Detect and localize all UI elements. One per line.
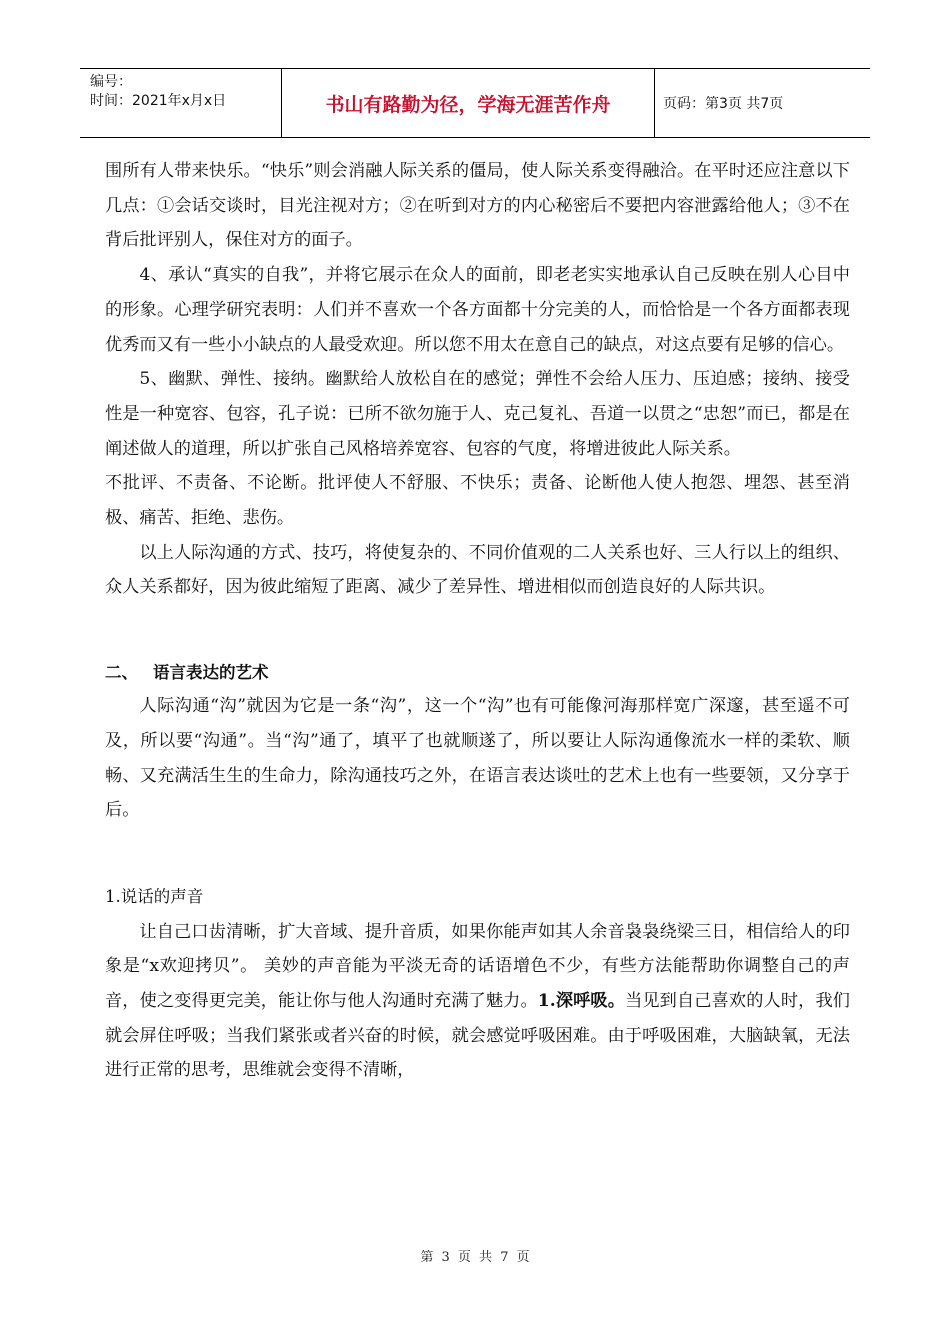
paragraph: 围所有人带来快乐。“快乐”则会消融人际关系的僵局，使人际关系变得融洽。在平时还应注意以下几点：①会话交谈时，目光注视对方；②在听到对方的内心秘密后不要把内容泄露给他人；③不在背后批评别人，保住对方的面子。 (105, 161, 850, 251)
header-page-code: 页码：第3页 共7页 (663, 96, 784, 112)
paragraph-text: 让自己口齿清晰，扩大音域、提升音质，如果你能声如其人余音袅袅绕梁三日，相信给人的印象是“x欢迎拷贝”。 美妙的声音能为平淡无奇的话语增色不少，有些方法能帮助你调整自己的声音，使之变得更完美，能让你与他人沟通时充满了魅力。 (105, 921, 850, 1012)
paragraph (105, 915, 850, 1089)
paragraph-text: 当见到自己喜欢的人时，我们就会屏住呼吸；当我们紧张或者兴奋的时候，就会感觉呼吸困难。由于呼吸困难，大脑缺氧，无法进行正常的思考，思维就会变得不清晰， (105, 991, 850, 1081)
header-table (80, 68, 870, 138)
subsection-heading: 1.说话的声音 (105, 886, 204, 906)
paragraph: 5、幽默、弹性、接纳。幽默给人放松自在的感觉；弹性不会给人压力、压迫感；接纳、接受性是一种宽容、包容，孔子说：已所不欲勿施于人、克己复礼、吾道一以贯之“忠恕”而已，都是在阐述做人的道理，所以扩张自己风格培养宽容、包容的气度，将增进彼此人际关系。 (105, 369, 850, 459)
document-time-label: 时间：2021年x月x日 (90, 93, 227, 109)
paragraph: 4、承认“真实的自我”，并将它展示在众人的面前，即老老实实地承认自己反映在别人心目中的形象。心理学研究表明：人们并不喜欢一个各方面都十分完美的人，而恰恰是一个各方面都表现优秀而又有一些小小缺点的人最受欢迎。所以您不用太在意自己的缺点，对这点要有足够的信心。 (105, 265, 850, 355)
document-number-label: 编号： (90, 74, 132, 90)
document-body (105, 154, 850, 1088)
bold-label: 1.深呼吸。 (537, 991, 626, 1012)
section-number: 二、 (105, 663, 138, 683)
paragraph: 不批评、不责备、不论断。批评使人不舒服、不快乐；责备、论断他人使人抱怨、埋怨、甚至消极、痛苦、拒绝、悲伤。 (105, 473, 850, 529)
section-heading (105, 657, 850, 689)
paragraph: 以上人际沟通的方式、技巧，将使复杂的、不同价值观的二人关系也好、三人行以上的组织、众人关系都好，因为彼此缩短了距离、减少了差异性、增进相似而创造良好的人际共识。 (105, 542, 850, 598)
header-motto: 书山有路勤为径，学海无涯苦作舟 (282, 69, 655, 137)
page-footer: 第 3 页 共 7 页 (420, 1250, 530, 1265)
header-meta-cell (80, 69, 282, 137)
section-title: 语言表达的艺术 (153, 663, 269, 683)
paragraph: 人际沟通“沟”就因为它是一条“沟”，这一个“沟”也有可能像河海那样宽广深邃，甚至遥不可及，所以要“沟通”。当“沟”通了，填平了也就顺遂了，所以要让人际沟通像流水一样的柔软、顺畅、又充满活生生的生命力，除沟通技巧之外，在语言表达谈吐的艺术上也有一些要领，又分享于后。 (105, 696, 850, 821)
